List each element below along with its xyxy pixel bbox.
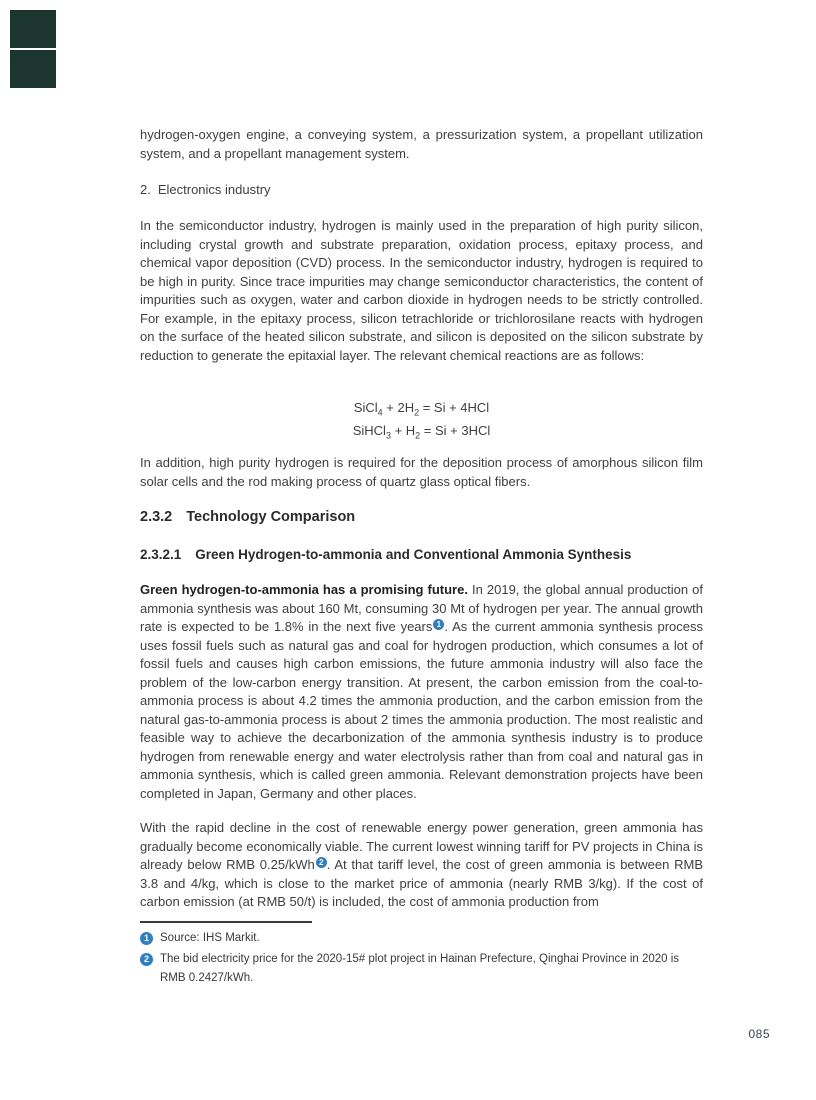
page-number: 085 [748,1027,770,1041]
list-item-label: Electronics industry [157,182,271,197]
list-item-heading-electronics [140,181,703,200]
chapter-tab-mark-top [10,10,56,48]
paragraph-segment: . As the current ammonia synthesis process uses fossil fuels such as natural gas and coal for hydrogen production, which consumes a lot of fossil fuels and causes high carbon emissions, the future ammonia industry will also face the problem of the low-carbon energy transition. At present, the carbon emission from the coal-to-ammonia process is about 4.2 times the ammonia production, and the carbon emission from the natural gas-to-ammonia process is about 2 times the ammonia production. The most realistic and feasible way to achieve the decarbonization of the ammonia synthesis industry is to produce hydrogen from renewable energy and water electrolysis rather than from coal and natural gas in ammonia synthesis, which is called green ammonia. Relevant demonstration projects have been completed in Japan, Germany and other places. [140,619,703,801]
chapter-tab-marks [10,10,56,90]
equation: SiCl$_4$ + $2H_2 = Si + 4HCl$ [353,400,490,418]
paragraph-green-ammonia [140,581,703,803]
heading-technology-comparison [140,509,703,525]
footnote-marker-1-icon: 1 [140,932,153,945]
paragraph-propellant [140,126,703,163]
footnote-divider [140,921,312,923]
list-item-number: 2. [140,182,151,197]
footnote-ref-1-icon: 1 [433,619,444,630]
heading-title: Technology Comparison [186,509,356,525]
equation: SiHCl$_3$ + $H_2 = Si + 3HCl$ [352,423,491,441]
heading-title: Green Hydrogen-to-ammonia and Conventional Ammonia Synthesis [195,547,632,562]
footnote-marker-2-icon: 2 [140,953,153,966]
paragraph-tariff [140,819,703,912]
footnote-text: The bid electricity price for the 2020-15# plot project in Hainan Prefecture, Qinghai Province in 2020 is RMB 0.2427/kWh. [160,953,680,984]
paragraph-segment: With the rapid decline in the cost of renewable energy power generation, green ammonia has gradually become economically viable. The current lowest winning tariff for PV projects in China is already below RMB 0.25/kWh [140,820,703,872]
paragraph-propellant-text: hydrogen-oxygen engine, a conveying system, a pressurization system, a propellant utilization system, and a propellant management system. [140,127,703,161]
paragraph-semiconductor [140,217,703,365]
heading-number: 2.3.2 [140,509,173,525]
footnote-item [140,950,703,988]
paragraph-lead-bold: Green hydrogen-to-ammonia has a promising future. [140,582,468,597]
heading-green-hydrogen-ammonia [140,547,703,562]
chapter-tab-mark-bottom [10,50,56,88]
paragraph-segment: . At that tariff level, the cost of green ammonia is between RMB 3.8 and 4/kg, which is close to the market price of ammonia (nearly RMB 3/kg). If the cost of carbon emission (at RMB 50/t) is included, the cost of ammonia production from [140,857,703,909]
footnotes-section [140,929,703,990]
footnote-text: Source: IHS Markit. [160,932,260,944]
chemical-equations [140,399,703,445]
paragraph-deposition [140,454,703,491]
paragraph-deposition-text: In addition, high purity hydrogen is required for the deposition process of amorphous silicon film solar cells and the rod making process of quartz glass optical fibers. [140,455,703,489]
footnote-item [140,929,703,948]
paragraph-semiconductor-text: In the semiconductor industry, hydrogen is mainly used in the preparation of high purity silicon, including crystal growth and substrate preparation, oxidation process, epitaxy process, and chemical vapor deposition (CVD) process. In the semiconductor industry, hydrogen is required to be high in purity. Since trace impurities may change semiconductor characteristics, the content of impurities such as oxygen, water and carbon dioxide in hydrogen needs to be strictly controlled. For example, in the epitaxy process, silicon tetrachloride or trichlorosilane reacts with hydrogen on the surface of the heated silicon substrate, and silicon is deposited on the silicon substrate by reduction to generate the epitaxial layer. The relevant chemical reactions are as follows: [140,218,703,363]
heading-number: 2.3.2.1 [140,547,182,562]
footnote-ref-2-icon: 2 [316,857,327,868]
paragraph-segment: In 2019, the global annual production of ammonia synthesis was about 160 Mt, consuming 30 Mt of hydrogen per year. The annual growth rate is expected to be 1.8% in the next five years [140,582,703,634]
